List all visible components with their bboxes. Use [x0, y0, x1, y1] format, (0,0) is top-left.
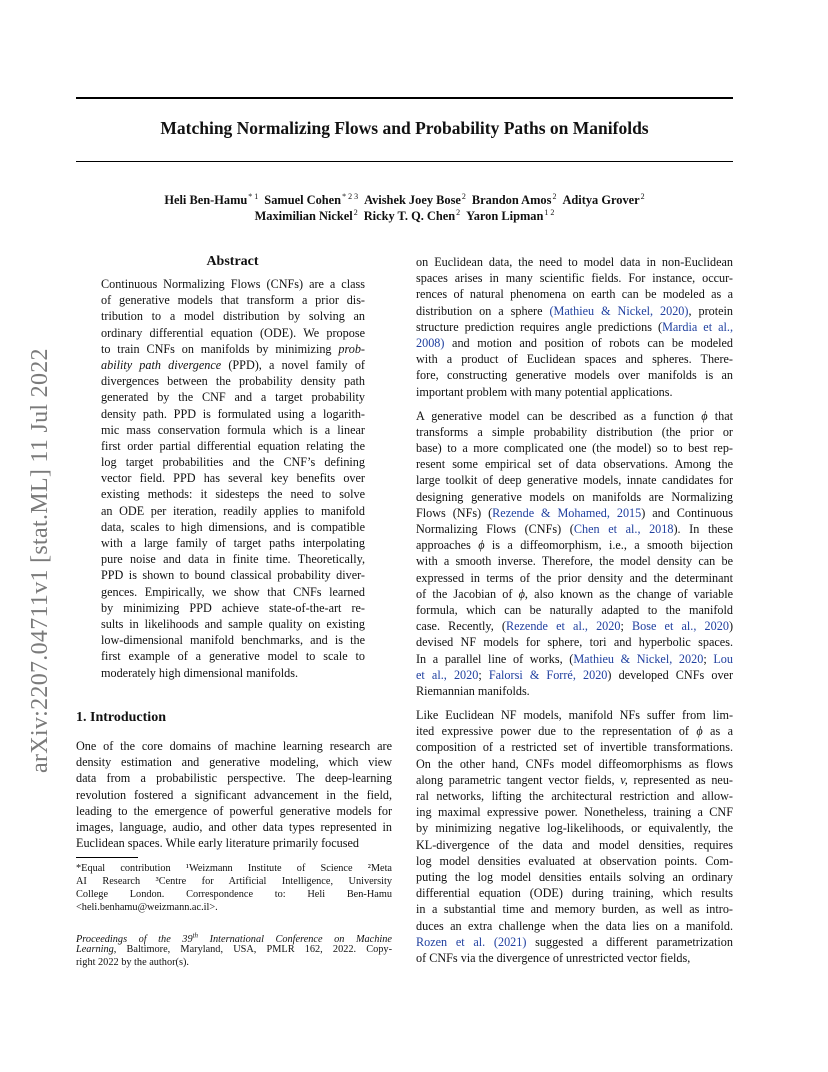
author-affiliation-marker: 2 [552, 192, 557, 201]
author-name: Yaron Lipman$^{1 2}$ [466, 208, 555, 223]
affiliation-footnote [76, 862, 392, 914]
text-line: with a smooth inverse. Therefore, the model density can be [416, 554, 733, 569]
text-line: leading to the emergence of powerful generative models for [76, 803, 392, 818]
text-line: by minimizing negative log-likelihoods, or equivalently, the [416, 821, 733, 836]
text-line: case. Recently, (Rezende et al., 2020; Bose et al., 2020) [416, 619, 733, 634]
author-affiliation-marker: * 1 [248, 192, 259, 201]
text-line: by minimizing PPD achieve state-of-the-art re- [101, 600, 365, 615]
text-line: first order partial differential equation relating the [101, 438, 365, 453]
text-line: On the other hand, CNFs model diffeomorphisms as flows [416, 756, 733, 771]
text-line: log target probabilities and the CNF’s defining [101, 455, 365, 470]
text-line: right 2022 by the author(s). [76, 957, 189, 968]
author-list-line-2 [76, 208, 733, 224]
paper-title: Matching Normalizing Flows and Probability Paths on Manifolds [160, 118, 649, 138]
text-line: Like Euclidean NF models, manifold NFs suffer from lim- [416, 708, 733, 723]
text-line: revolution fostered a significant advancement in the field, [76, 787, 392, 802]
text-line: differential equation (ODE) during training, which results [416, 886, 733, 901]
text-line: divergences between the probability density path [101, 374, 365, 389]
text-line: A generative model can be described as a function ϕ that [416, 408, 733, 423]
author-affiliation-marker: 2 [353, 208, 358, 217]
author-name: Brandon Amos$^2$ [471, 192, 557, 207]
author-name: Ricky T. Q. Chen$^2$ [363, 208, 461, 223]
text-line: moderately high dimensional manifolds. [101, 665, 298, 680]
text-line: Euclidean spaces. While early literature primarily focused [76, 836, 360, 851]
text-line: of generative models that transform a prior dis- [101, 293, 365, 308]
text-line: et al., 2020; Falorsi & Forré, 2020) developed CNFs over [416, 667, 734, 682]
text-line: density estimation and generative modeling, which view [76, 755, 392, 770]
text-line: spaces arises in many scientific fields. For instance, occur- [416, 271, 733, 286]
paragraph-motivation [416, 254, 733, 400]
text-line: distribution on a sphere (Mathieu & Nickel, 2020), protein [416, 303, 733, 318]
author-affiliation-marker: * 2 3 [342, 192, 359, 201]
text-line: base) to a more complicated one (the model) so to best rep- [416, 441, 733, 456]
text-line: with a product of Euclidean spaces and spheres. There- [416, 352, 733, 367]
text-line: *Equal contribution ¹Weizmann Institute of Science ²Meta [76, 863, 392, 874]
text-line: PPD is shown to bound classical probability diver- [101, 568, 365, 583]
introduction-body [76, 738, 392, 851]
text-line: to train CNFs on manifolds by minimizing prob- [101, 341, 365, 356]
text-line: KL-divergence of the data and model densities, requires [416, 837, 733, 852]
author-affiliation-marker: 2 [456, 208, 461, 217]
text-line: log model densities evaluated at observation points. Com- [416, 853, 733, 868]
text-line: pure noise and data in finite time. Theoretically, [101, 552, 365, 567]
text-line: ral networks, lifting the architectural restriction and allow- [416, 789, 733, 803]
author-name: Heli Ben-Hamu$^{* 1}$ [164, 192, 259, 207]
text-line: density path. PPD is formulated using a logarith- [101, 406, 365, 421]
text-line: gences. Empirically, we show that CNFs learned [101, 584, 365, 599]
text-line: 2008) and motion and position of robots can be modeled [416, 335, 733, 350]
text-line: tribution to a model distribution by solving an [101, 309, 365, 324]
text-line: approaches ϕ is a diffeomorphism, i.e., a smooth bijection [416, 538, 733, 553]
right-column-body [416, 254, 733, 966]
text-line: data from a probabilistic perspective. The deep-learning [76, 771, 392, 786]
author-affiliation-marker: 2 [461, 192, 466, 201]
text-line: ordinary differential equation (ODE). We propose [101, 325, 365, 340]
footnote-rule [76, 857, 138, 858]
text-line: In a parallel line of works, (Mathieu & Nickel, 2020; Lou [416, 651, 733, 666]
text-line: sults in likelihoods and sample quality on existing [101, 616, 365, 631]
top-rule [76, 97, 733, 99]
text-line: of the Jacobian of ϕ, also known as the change of variable [416, 586, 733, 601]
text-line: Proceedings of the 39th International Conference on Machine [76, 932, 392, 946]
text-line: College London. Correspondence to: Heli Ben-Hamu [76, 889, 392, 900]
text-line: Rozen et al. (2021) suggested a different parametrization [416, 934, 733, 949]
text-line: Continuous Normalizing Flows (CNFs) are a class [101, 277, 365, 291]
text-line: ability path divergence (PPD), a novel family of [101, 357, 365, 372]
text-line: images, language, audio, and other data types represented in [76, 819, 392, 834]
text-line: data, scales to high dimensions, and is compatible [101, 519, 365, 534]
text-line: important problem with many potential applications. [416, 384, 673, 399]
text-line: mic mass conservation formula which is a linear [101, 422, 365, 437]
text-line: of CNFs via the divergence of unrestricted vector fields, [416, 950, 691, 965]
abstract-heading: Abstract [206, 254, 259, 269]
text-line: ing maximal expressive power. Nonetheless, training a CNF [416, 805, 733, 820]
author-affiliation-marker: 2 [640, 192, 645, 201]
text-line: large toolkit of deep generative models, innate candidates for [416, 473, 733, 488]
paragraph-cnf-training [416, 707, 733, 966]
text-line: on Euclidean data, the need to model data in non-Euclidean [416, 255, 733, 269]
author-name: Samuel Cohen$^{* 2 3}$ [264, 192, 359, 207]
text-line: rences of natural phenomena on earth can be modeled as a [416, 287, 733, 302]
text-line: composition of a restricted set of invertible transformations. [416, 740, 733, 755]
text-line: existing methods: it sidesteps the need to solve [101, 487, 365, 502]
text-line: fore, constructing generative models over manifolds is an [416, 368, 733, 383]
author-list-line-1 [76, 192, 733, 208]
arxiv-identifier: arXiv:2207.04711v1 [stat.ML] 11 Jul 2022 [27, 348, 53, 773]
text-line: puting the log model densities entails solving an ordinary [416, 869, 733, 884]
proceedings-note [76, 930, 392, 969]
text-line: Riemannian manifolds. [416, 683, 530, 698]
abstract-body [101, 276, 365, 681]
text-line: in a substantial time and memory burden, as well as intro- [416, 902, 733, 917]
text-line: designing generative models on manifolds are Normalizing [416, 489, 733, 504]
author-name: Aditya Grover$^2$ [562, 192, 645, 207]
text-line: ited expressive power due to the representation of ϕ as a [416, 724, 733, 739]
author-name: Avishek Joey Bose$^2$ [364, 192, 466, 207]
text-line: duces an extra challenge when the data lies on a manifold. [416, 918, 733, 933]
text-line: resent some empirical set of data observations. Among the [416, 457, 733, 472]
text-line: Learning, Baltimore, Maryland, USA, PMLR 162, 2022. Copy- [76, 944, 392, 955]
text-line: structure prediction requires angle predictions (Mardia et al., [416, 319, 733, 334]
text-line: devised NF models for sphere, tori and hyperbolic spaces. [416, 635, 733, 650]
text-line: <heli.benhamu@weizmann.ac.il>. [76, 902, 218, 913]
text-line: vector field. PPD has several key benefits over [101, 471, 365, 486]
title-bottom-rule [76, 161, 733, 162]
text-line: Flows (NFs) (Rezende & Mohamed, 2015) and Continuous [416, 505, 733, 520]
text-line: formula, which can be naturally adapted to the manifold [416, 602, 733, 617]
text-line: transforms a simple probability distribution (the prior or [416, 424, 733, 439]
text-line: One of the core domains of machine learning research are [76, 739, 392, 753]
text-line: an ODE per iteration, readily applies to manifold [101, 503, 365, 518]
text-line: expressed in terms of the prior density and the determinant [416, 570, 733, 585]
text-line: low-dimensional manifold benchmarks, and is the [101, 633, 365, 648]
paragraph-generative-models [416, 408, 733, 699]
text-line: with a large family of target paths interpolating [101, 536, 365, 550]
text-line: generated by the CNF and a target probability [101, 390, 365, 405]
introduction-heading: 1. Introduction [76, 710, 166, 725]
text-line: first example of a generative model to scale to [101, 649, 365, 664]
author-name: Maximilian Nickel$^2$ [254, 208, 358, 223]
text-line: Normalizing Flows (CNFs) (Chen et al., 2018). In these [416, 522, 733, 536]
author-affiliation-marker: 1 2 [544, 208, 555, 217]
text-line: AI Research ³Centre for Artificial Intelligence, University [76, 876, 392, 887]
text-line: along parametric tangent vector fields, v, represented as neu- [416, 772, 733, 787]
